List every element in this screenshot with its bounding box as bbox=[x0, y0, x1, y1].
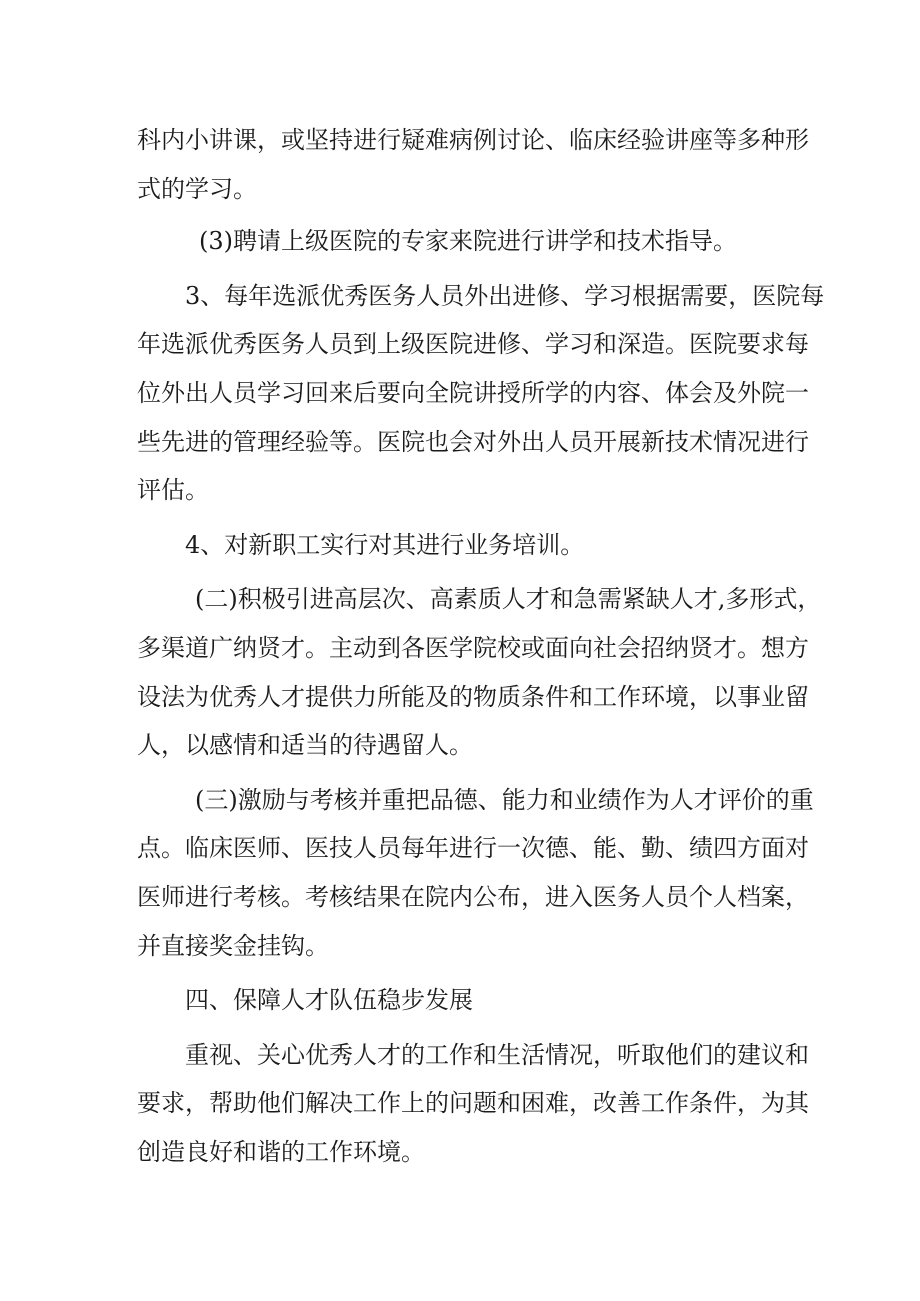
text-line: 创造良好和谐的工作环境。 bbox=[137, 1137, 425, 1166]
text-line: 4、对新职工实行对其进行业务培训。 bbox=[185, 530, 585, 559]
text-line: 式的学习。 bbox=[137, 174, 257, 203]
text-line: 位外出人员学习回来后要向全院讲授所学的内容、体会及外院一 bbox=[137, 378, 809, 407]
text-line: 多渠道广纳贤才。主动到各医学院校或面向社会招纳贤才。想方 bbox=[137, 633, 809, 662]
text-line: (3)聘请上级医院的专家来院进行讲学和技术指导。 bbox=[199, 227, 737, 256]
text-line: 年选派优秀医务人员到上级医院进修、学习和深造。医院要求每 bbox=[137, 330, 809, 359]
text-line: 要求，帮助他们解决工作上的问题和困难，改善工作条件，为其 bbox=[137, 1089, 809, 1118]
text-line: 评估。 bbox=[137, 476, 209, 505]
section-heading: 四、保障人才队伍稳步发展 bbox=[185, 986, 473, 1015]
text-line: 人，以感情和适当的待遇留人。 bbox=[137, 731, 473, 760]
text-line: 设法为优秀人才提供力所能及的物质条件和工作环境，以事业留 bbox=[137, 682, 809, 711]
text-line: (二)积极引进高层次、高素质人才和急需紧缺人才,多形式， bbox=[195, 585, 822, 614]
text-line: 3、每年选派优秀医务人员外出进修、学习根据需要，医院每 bbox=[185, 281, 825, 310]
text-line: 医师进行考核。考核结果在院内公布，进入医务人员个人档案， bbox=[137, 882, 809, 911]
document-body bbox=[137, 116, 825, 1176]
text-line: 些先进的管理经验等。医院也会对外出人员开展新技术情况进行 bbox=[137, 427, 809, 456]
text-line: (三)激励与考核并重把品德、能力和业绩作为人才评价的重 bbox=[195, 785, 814, 814]
text-line: 科内小讲课，或坚持进行疑难病例讨论、临床经验讲座等多种形 bbox=[137, 126, 809, 154]
text-line: 重视、关心优秀人才的工作和生活情况，听取他们的建议和 bbox=[185, 1040, 809, 1069]
text-line: 点。临床医师、医技人员每年进行一次德、能、勤、绩四方面对 bbox=[137, 834, 809, 863]
text-line: 并直接奖金挂钩。 bbox=[137, 931, 329, 960]
